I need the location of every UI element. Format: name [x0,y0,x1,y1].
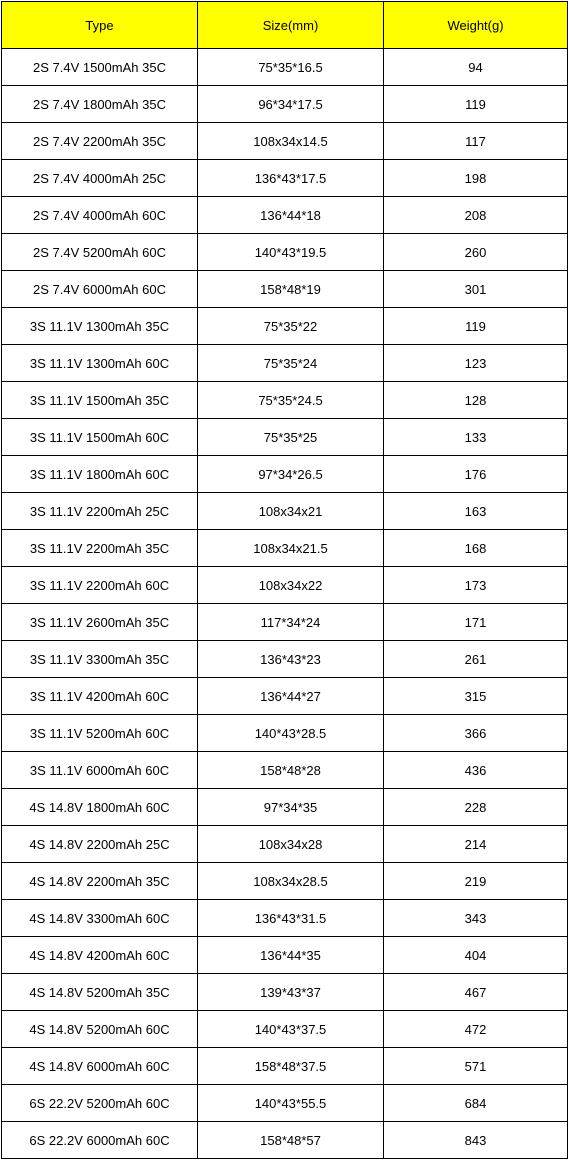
cell-size: 108x34x28 [198,826,384,863]
table-header-row [2,2,568,49]
cell-size: 97*34*26.5 [198,456,384,493]
cell-type: 3S 11.1V 2200mAh 35C [2,530,198,567]
table-body [2,49,568,1159]
cell-size: 158*48*28 [198,752,384,789]
cell-size: 136*44*27 [198,678,384,715]
table-header [2,2,568,49]
cell-type: 3S 11.1V 1300mAh 35C [2,308,198,345]
cell-size: 136*43*17.5 [198,160,384,197]
cell-size: 75*35*22 [198,308,384,345]
header-type: Type [2,2,198,49]
cell-size: 108x34x22 [198,567,384,604]
cell-weight: 123 [384,345,568,382]
table-row [2,1122,568,1159]
table-row [2,86,568,123]
cell-type: 2S 7.4V 1800mAh 35C [2,86,198,123]
cell-type: 4S 14.8V 6000mAh 60C [2,1048,198,1085]
table-row [2,863,568,900]
cell-size: 108x34x21.5 [198,530,384,567]
cell-weight: 404 [384,937,568,974]
cell-type: 3S 11.1V 1800mAh 60C [2,456,198,493]
table-row [2,1085,568,1122]
cell-size: 136*44*35 [198,937,384,974]
cell-weight: 315 [384,678,568,715]
cell-type: 2S 7.4V 4000mAh 25C [2,160,198,197]
table-row [2,604,568,641]
cell-weight: 472 [384,1011,568,1048]
cell-size: 96*34*17.5 [198,86,384,123]
cell-size: 140*43*19.5 [198,234,384,271]
cell-type: 4S 14.8V 1800mAh 60C [2,789,198,826]
cell-size: 158*48*19 [198,271,384,308]
cell-type: 3S 11.1V 1500mAh 35C [2,382,198,419]
cell-type: 3S 11.1V 2200mAh 25C [2,493,198,530]
table-row [2,123,568,160]
table-row [2,382,568,419]
cell-weight: 133 [384,419,568,456]
cell-type: 2S 7.4V 5200mAh 60C [2,234,198,271]
cell-size: 75*35*16.5 [198,49,384,86]
cell-size: 75*35*25 [198,419,384,456]
cell-weight: 467 [384,974,568,1011]
cell-type: 3S 11.1V 5200mAh 60C [2,715,198,752]
cell-type: 6S 22.2V 5200mAh 60C [2,1085,198,1122]
table-row [2,419,568,456]
cell-weight: 168 [384,530,568,567]
cell-size: 108x34x28.5 [198,863,384,900]
cell-size: 108x34x21 [198,493,384,530]
cell-type: 4S 14.8V 4200mAh 60C [2,937,198,974]
cell-weight: 128 [384,382,568,419]
cell-type: 3S 11.1V 1300mAh 60C [2,345,198,382]
cell-type: 3S 11.1V 1500mAh 60C [2,419,198,456]
cell-type: 3S 11.1V 2600mAh 35C [2,604,198,641]
cell-weight: 684 [384,1085,568,1122]
table-row [2,715,568,752]
cell-size: 158*48*37.5 [198,1048,384,1085]
cell-size: 136*44*18 [198,197,384,234]
table-row [2,1011,568,1048]
table-row [2,197,568,234]
cell-weight: 261 [384,641,568,678]
cell-type: 4S 14.8V 2200mAh 35C [2,863,198,900]
table-row [2,308,568,345]
table-row [2,530,568,567]
cell-weight: 119 [384,308,568,345]
table-row [2,974,568,1011]
cell-size: 140*43*37.5 [198,1011,384,1048]
table-row [2,1048,568,1085]
cell-type: 2S 7.4V 4000mAh 60C [2,197,198,234]
table-row [2,49,568,86]
cell-size: 75*35*24.5 [198,382,384,419]
table-row [2,160,568,197]
cell-weight: 343 [384,900,568,937]
table-row [2,900,568,937]
cell-size: 108x34x14.5 [198,123,384,160]
cell-size: 75*35*24 [198,345,384,382]
cell-weight: 119 [384,86,568,123]
cell-type: 6S 22.2V 6000mAh 60C [2,1122,198,1159]
cell-size: 136*43*31.5 [198,900,384,937]
cell-weight: 436 [384,752,568,789]
cell-type: 2S 7.4V 1500mAh 35C [2,49,198,86]
cell-type: 3S 11.1V 4200mAh 60C [2,678,198,715]
cell-size: 139*43*37 [198,974,384,1011]
cell-weight: 117 [384,123,568,160]
cell-weight: 301 [384,271,568,308]
header-size: Size(mm) [198,2,384,49]
table-row [2,271,568,308]
cell-weight: 171 [384,604,568,641]
cell-weight: 843 [384,1122,568,1159]
table-row [2,826,568,863]
cell-weight: 571 [384,1048,568,1085]
table-row [2,345,568,382]
cell-size: 158*48*57 [198,1122,384,1159]
cell-weight: 214 [384,826,568,863]
battery-spec-table [1,1,568,1159]
cell-weight: 366 [384,715,568,752]
cell-type: 3S 11.1V 6000mAh 60C [2,752,198,789]
cell-weight: 260 [384,234,568,271]
header-weight: Weight(g) [384,2,568,49]
table-row [2,567,568,604]
table-row [2,678,568,715]
cell-weight: 176 [384,456,568,493]
table-row [2,789,568,826]
cell-size: 136*43*23 [198,641,384,678]
cell-weight: 219 [384,863,568,900]
cell-weight: 173 [384,567,568,604]
table-row [2,641,568,678]
table-row [2,493,568,530]
cell-weight: 94 [384,49,568,86]
cell-weight: 228 [384,789,568,826]
cell-type: 2S 7.4V 6000mAh 60C [2,271,198,308]
cell-size: 140*43*55.5 [198,1085,384,1122]
cell-type: 4S 14.8V 5200mAh 60C [2,1011,198,1048]
table-row [2,937,568,974]
cell-type: 3S 11.1V 2200mAh 60C [2,567,198,604]
cell-weight: 198 [384,160,568,197]
table-row [2,456,568,493]
cell-size: 97*34*35 [198,789,384,826]
cell-type: 3S 11.1V 3300mAh 35C [2,641,198,678]
cell-size: 140*43*28.5 [198,715,384,752]
cell-type: 4S 14.8V 5200mAh 35C [2,974,198,1011]
cell-type: 4S 14.8V 3300mAh 60C [2,900,198,937]
cell-size: 117*34*24 [198,604,384,641]
table-row [2,234,568,271]
cell-weight: 208 [384,197,568,234]
table-row [2,752,568,789]
cell-type: 4S 14.8V 2200mAh 25C [2,826,198,863]
cell-weight: 163 [384,493,568,530]
cell-type: 2S 7.4V 2200mAh 35C [2,123,198,160]
